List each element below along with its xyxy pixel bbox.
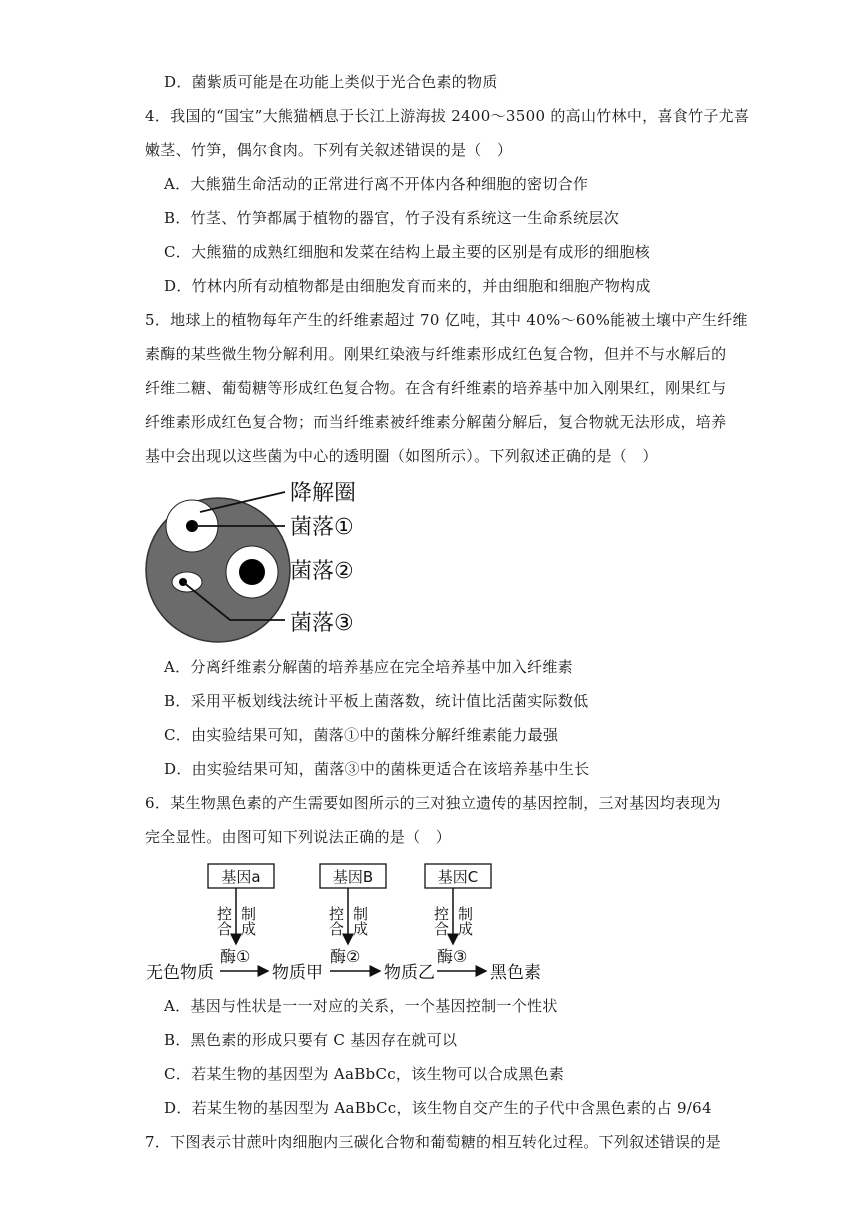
q4-option-d: D．竹林内所有动植物都是由细胞发育而来的，并由细胞和细胞产物构成 (164, 277, 651, 295)
colony2 (239, 559, 265, 585)
q6-stem-line2: 完全显性。由图可知下列说法正确的是（ ） (145, 828, 452, 846)
q6-option-d: D．若某生物的基因型为 AaBbCc，该生物自交产生的子代中含黑色素的占 9/64 (164, 1099, 712, 1117)
gene-b-label: 基因B (332, 868, 374, 886)
q4-option-a: A．大熊猫生命活动的正常进行离不开体内各种细胞的密切合作 (164, 175, 589, 193)
q6-stem-line1: 6．某生物黑色素的产生需要如图所示的三对独立遗传的基因控制，三对基因均表现为 (145, 794, 721, 812)
gene-a-label: 基因a (221, 868, 261, 886)
q6-option-a: A．基因与性状是一一对应的关系，一个基因控制一个性状 (164, 997, 558, 1015)
q4-option-b: B．竹茎、竹笋都属于植物的器官，竹子没有系统这一生命系统层次 (164, 209, 620, 227)
control-left-c: 控合 (432, 906, 450, 936)
control-left-a: 控合 (215, 906, 233, 936)
q5-option-b: B．采用平板划线法统计平板上菌落数，统计值比活菌实际数低 (164, 692, 589, 710)
control-right-a: 制成 (239, 906, 257, 936)
q5-stem-line4: 纤维素形成红色复合物；而当纤维素被纤维素分解菌分解后，复合物就无法形成，培养 (145, 413, 727, 431)
enzyme2-label: 酶② (330, 947, 361, 966)
label-colony2: 菌落② (290, 559, 354, 584)
q6-option-b: B．黑色素的形成只要有 C 基因存在就可以 (164, 1031, 458, 1049)
enzyme1-label: 酶① (220, 947, 251, 966)
q5-option-d: D．由实验结果可知，菌落③中的菌株更适合在该培养基中生长 (164, 760, 590, 778)
q4-stem-line2: 嫩茎、竹笋，偶尔食肉。下列有关叙述错误的是（ ） (145, 141, 513, 159)
substance1-label: 物质甲 (272, 963, 323, 983)
control-right-b: 制成 (351, 906, 369, 936)
q3-option-d: D．菌紫质可能是在功能上类似于光合色素的物质 (164, 73, 498, 91)
substance3-label: 黑色素 (490, 963, 541, 983)
substance0-label: 无色物质 (146, 963, 214, 983)
label-colony1: 菌落① (290, 515, 354, 540)
q4-option-c: C．大熊猫的成熟红细胞和发菜在结构上最主要的区别是有成形的细胞核 (164, 243, 651, 261)
q6-option-c: C．若某生物的基因型为 AaBbCc，该生物可以合成黑色素 (164, 1065, 565, 1083)
gene-c-label: 基因C (437, 868, 479, 886)
q5-option-a: A．分离纤维素分解菌的培养基应在完全培养基中加入纤维素 (164, 658, 573, 676)
label-colony3: 菌落③ (290, 611, 354, 636)
substance2-label: 物质乙 (384, 963, 435, 983)
q5-stem-line2: 素酶的某些微生物分解利用。刚果红染液与纤维素形成红色复合物，但并不与水解后的 (145, 345, 727, 363)
q5-stem-line5: 基中会出现以这些菌为中心的透明圈（如图所示）。下列叙述正确的是（ ） (145, 447, 658, 465)
q7-stem-line1: 7．下图表示甘蔗叶肉细胞内三碳化合物和葡萄糖的相互转化过程。下列叙述错误的是 (145, 1133, 721, 1151)
enzyme3-label: 酶③ (437, 947, 468, 966)
petri-dish-figure (140, 474, 380, 644)
q5-option-c: C．由实验结果可知，菌落①中的菌株分解纤维素能力最强 (164, 726, 559, 744)
pathway-figure (140, 858, 560, 986)
q4-stem-line1: 4．我国的“国宝”大熊猫栖息于长江上游海拔 2400～3500 的高山竹林中，喜食竹子尤喜 (145, 107, 750, 125)
label-zone: 降解圈 (290, 481, 357, 506)
control-right-c: 制成 (456, 906, 474, 936)
q5-stem-line3: 纤维二糖、葡萄糖等形成红色复合物。在含有纤维素的培养基中加入刚果红，刚果红与 (145, 379, 727, 397)
control-left-b: 控合 (327, 906, 345, 936)
q5-stem-line1: 5．地球上的植物每年产生的纤维素超过 70 亿吨，其中 40%～60%能被土壤中产生纤维 (145, 311, 748, 329)
